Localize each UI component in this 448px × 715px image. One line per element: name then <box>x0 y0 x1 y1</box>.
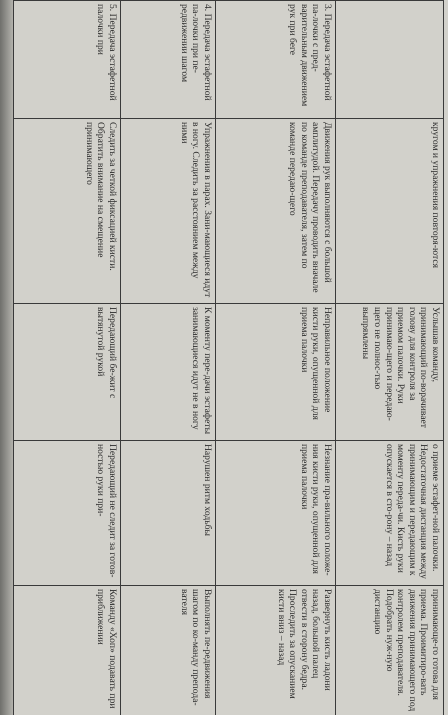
cause-text: о приеме эстафет-ной палочки. Недостаточная дистанция между принимающим и передающим к моменту переда-чи. Кисть руки опускается в сто-рону – назад <box>383 444 441 579</box>
stage-cell <box>336 1 444 119</box>
correction-cell <box>216 586 336 715</box>
cause-text: Незнание пра-вильного положе-ния кисти руки, опущенной для приема палочки <box>298 444 333 576</box>
cause-cell <box>121 441 216 586</box>
guidance-text: Упражнения в парах. Зани-мающиеся идут в ногу. Следить за расстоянием между ними <box>178 122 213 298</box>
guidance-text: кругом и упражнения повторя-ются <box>430 122 441 269</box>
guidance-cell <box>121 119 216 304</box>
error-text: Передающий бе-жит с вытянутой рукой <box>95 307 118 399</box>
correction-cell <box>336 586 444 715</box>
error-text: К моменту пере-дачи эстафеты занимающиеся идут не в ногу <box>190 307 213 435</box>
stage-cell <box>216 1 336 119</box>
stage-text: 5. Передача эстафетной палочки при <box>95 4 118 101</box>
error-text: Неправильное положение кисти руки, опущенной для приема палочки <box>298 307 333 420</box>
error-cell <box>336 304 444 441</box>
cause-text: Передающий не следит за готов-ностью руки при- <box>95 444 118 578</box>
error-text: Услышав команду, принимающий по-ворачивает голову для контроля за приемом палочки. Руки принимаю-щего и передаю-щего не полнос-тью выпрямлены <box>360 307 441 428</box>
table-row <box>121 1 216 715</box>
table-row <box>216 1 336 715</box>
cause-text: Нарушен ритм ходьбы <box>202 444 213 536</box>
stage-cell <box>14 1 121 119</box>
correction-text: Команду «Хоп» подавать при приближении <box>95 589 118 709</box>
cause-cell <box>216 441 336 586</box>
error-cell <box>216 304 336 441</box>
correction-cell <box>14 586 121 715</box>
rotated-table-wrapper <box>14 0 444 715</box>
guidance-text: Следить за четкой фиксацией кисти. Обратить внимание на смещение принимающего <box>83 122 118 271</box>
correction-cell <box>121 586 216 715</box>
stage-text: 4. Передача эстафетной па-лочки при пе-редвижении шагом <box>178 4 213 101</box>
table-row <box>14 1 121 715</box>
page-binding-edge <box>0 0 14 715</box>
guidance-cell <box>216 119 336 304</box>
guidance-cell <box>336 119 444 304</box>
error-cell <box>121 304 216 441</box>
guidance-text: Движения рук выполняются с большой амплитудой. Передачу проводить вначале по команде преподавателя, затем по команде передаю-щего <box>287 122 333 293</box>
stage-text: 3. Передача эстафетной па-лочки с пред-варительным движением рук при беге <box>287 4 333 107</box>
guidance-cell <box>14 119 121 304</box>
error-cell <box>14 304 121 441</box>
correction-text: принимающе-го готова для приема. Проимитиро-вать движения принимающего под контролем преподавателя. Подобрать нуж-ную дистанцию <box>372 589 441 712</box>
stage-cell <box>121 1 216 119</box>
cause-cell <box>14 441 121 586</box>
table-row <box>336 1 444 715</box>
relay-baton-methods-table <box>13 0 444 715</box>
cause-cell <box>336 441 444 586</box>
correction-text: Развернуть кисть ладони назад, большой палец отвести в сторону бедра. Проследить за опусканием кисти вниз – назад <box>275 589 333 699</box>
correction-text: Выполнять пе-редвижения шагом по ко-манду препода-вателя <box>178 589 213 706</box>
